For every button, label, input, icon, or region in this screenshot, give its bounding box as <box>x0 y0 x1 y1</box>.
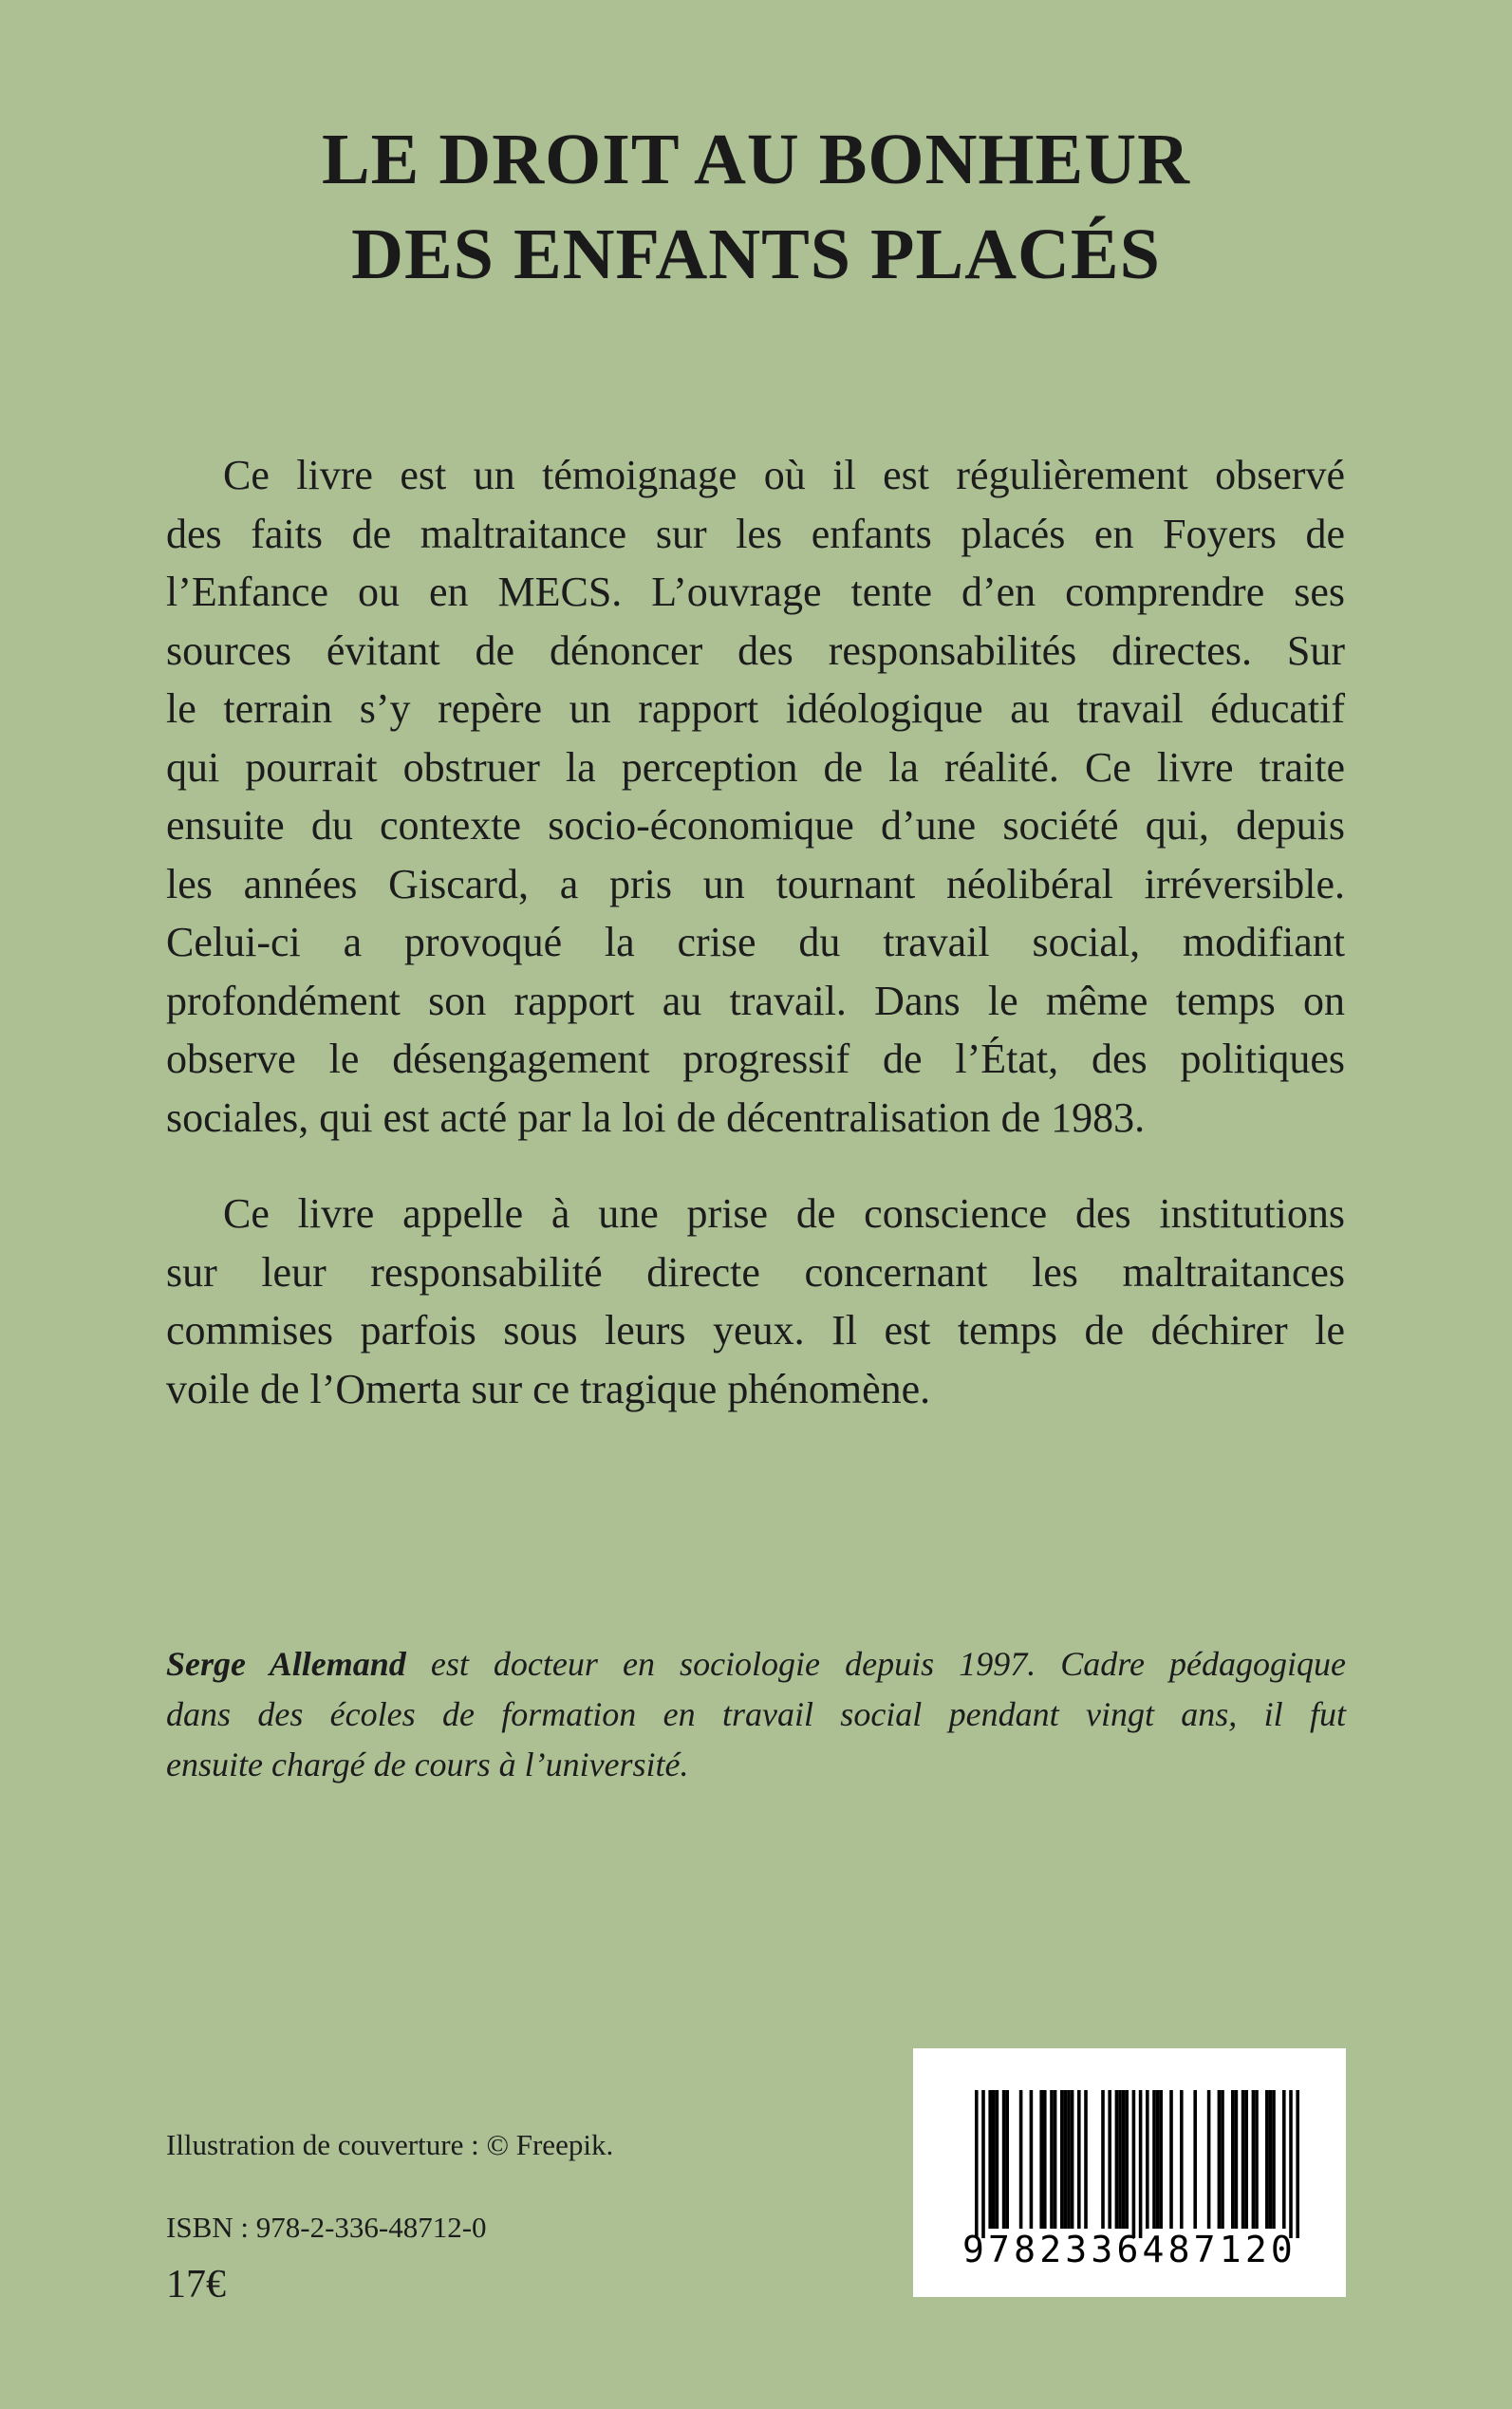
summary-paragraph-2 <box>166 1185 1345 1418</box>
barcode-bar <box>1139 2090 1143 2238</box>
summary-line: Ce livre est un témoignage où il est régulièrement observé <box>223 452 1345 498</box>
barcode-bar <box>1193 2090 1197 2229</box>
book-title-line-1: LE DROIT AU BONHEUR <box>321 120 1190 199</box>
summary-line: sources évitant de dénoncer des responsabilités directes. Sur <box>166 626 1345 674</box>
barcode-bar <box>1002 2090 1006 2229</box>
summary-line: le terrain s’y repère un rapport idéologique au travail éducatif <box>166 685 1345 732</box>
barcode-bar <box>1115 2090 1119 2229</box>
barcode-bar <box>1108 2090 1111 2229</box>
barcode-bar <box>1207 2090 1211 2229</box>
isbn: ISBN : 978-2-336-48712-0 <box>166 2211 487 2244</box>
barcode-bar <box>1067 2090 1071 2229</box>
barcode-bar <box>1043 2090 1047 2229</box>
barcode <box>913 2048 1346 2297</box>
barcode-bar <box>1101 2090 1105 2229</box>
author-bio-line-1 <box>166 1639 1346 1690</box>
barcode-bar <box>1282 2090 1286 2229</box>
author-bio-line-3: ensuite chargé de cours à l’université. <box>166 1746 689 1783</box>
barcode-bar <box>1125 2090 1129 2229</box>
summary-line: voile de l’Omerta sur ce tragique phénomène. <box>166 1365 931 1412</box>
barcode-bar <box>1296 2090 1299 2238</box>
barcode-bar <box>1077 2090 1081 2229</box>
barcode-bar <box>1235 2090 1239 2229</box>
barcode-bar <box>1156 2090 1160 2229</box>
summary-line: sociales, qui est acté par la loi de décentralisation de 1983. <box>166 1093 1146 1141</box>
barcode-bar <box>1218 2090 1222 2229</box>
book-title <box>0 112 1512 302</box>
barcode-bar <box>1152 2090 1156 2229</box>
barcode-bar <box>996 2090 999 2229</box>
barcode-bar <box>1039 2090 1043 2229</box>
summary-line: des faits de maltraitance sur les enfants placés en Foyers de <box>166 510 1345 557</box>
illustration-credit: Illustration de couverture : © Freepik. <box>166 2128 614 2161</box>
barcode-bar <box>1231 2090 1235 2229</box>
barcode-bar <box>1118 2090 1122 2229</box>
barcode-bar <box>1050 2090 1054 2229</box>
barcode-bar <box>1159 2090 1163 2229</box>
summary-line: commises parfois sous leurs yeux. Il est temps de déchirer le <box>166 1307 1345 1354</box>
barcode-digits: 9782336487120 <box>961 2229 1297 2270</box>
barcode-bar <box>1221 2090 1224 2229</box>
summary-line: profondément son rapport au travail. Dans le même temps on <box>166 977 1345 1024</box>
barcode-bar <box>1122 2090 1126 2229</box>
summary-line: les années Giscard, a pris un tournant néolibéral irréversible. <box>166 860 1345 907</box>
barcode-bar <box>1169 2090 1173 2229</box>
summary-line: qui pourrait obstruer la perception de la réalité. Ce livre traite <box>166 743 1345 791</box>
summary-line: l’Enfance ou en MECS. L’ouvrage tente d’en comprendre ses <box>166 569 1345 615</box>
summary-line: ensuite du contexte socio-économique d’une société qui, depuis <box>166 802 1345 849</box>
barcode-bar <box>1060 2090 1064 2229</box>
barcode-bar <box>1241 2090 1245 2229</box>
summary-line: sur leur responsabilité directe concernant les maltraitances <box>166 1248 1345 1296</box>
barcode-bar <box>1054 2090 1057 2229</box>
price: 17€ <box>166 2263 226 2306</box>
barcode-bar <box>1272 2090 1276 2229</box>
summary-paragraph-1 <box>166 446 1345 1147</box>
barcode-bar <box>1180 2090 1184 2229</box>
barcode-bar <box>1269 2090 1273 2229</box>
barcode-bar <box>1252 2090 1256 2229</box>
barcode-bars <box>913 2048 1346 2238</box>
summary-line: Celui-ci a provoqué la crise du travail social, modifiant <box>166 919 1345 965</box>
barcode-bar <box>1005 2090 1009 2229</box>
barcode-bar <box>1244 2090 1248 2229</box>
barcode-bar <box>1146 2090 1149 2229</box>
barcode-bar <box>1071 2090 1074 2229</box>
barcode-bar <box>1255 2090 1259 2229</box>
author-name: Serge Allemand <box>166 1645 406 1683</box>
barcode-bar <box>1132 2090 1136 2238</box>
barcode-bar <box>1019 2090 1023 2229</box>
barcode-bar <box>1064 2090 1068 2229</box>
barcode-bar <box>992 2090 996 2229</box>
barcode-bar <box>1265 2090 1269 2229</box>
book-title-line-2: DES ENFANTS PLACÉS <box>351 215 1161 294</box>
author-bio-line-2: dans des écoles de formation en travail social pendant vingt ans, il fut <box>166 1695 1346 1733</box>
barcode-bar <box>981 2090 985 2238</box>
author-bio <box>166 1639 1346 1790</box>
barcode-bar <box>1084 2090 1088 2229</box>
summary-line: Ce livre appelle à une prise de conscience des institutions <box>223 1190 1345 1237</box>
author-bio-line-1-rest: est docteur en sociologie depuis 1997. Cadre pédagogique <box>405 1645 1346 1683</box>
summary-line: observe le désengagement progressif de l’État, des politiques <box>166 1036 1345 1082</box>
barcode-bar <box>975 2090 979 2238</box>
barcode-bar <box>1030 2090 1034 2229</box>
barcode-bar <box>1289 2090 1293 2238</box>
barcode-bar <box>988 2090 992 2229</box>
